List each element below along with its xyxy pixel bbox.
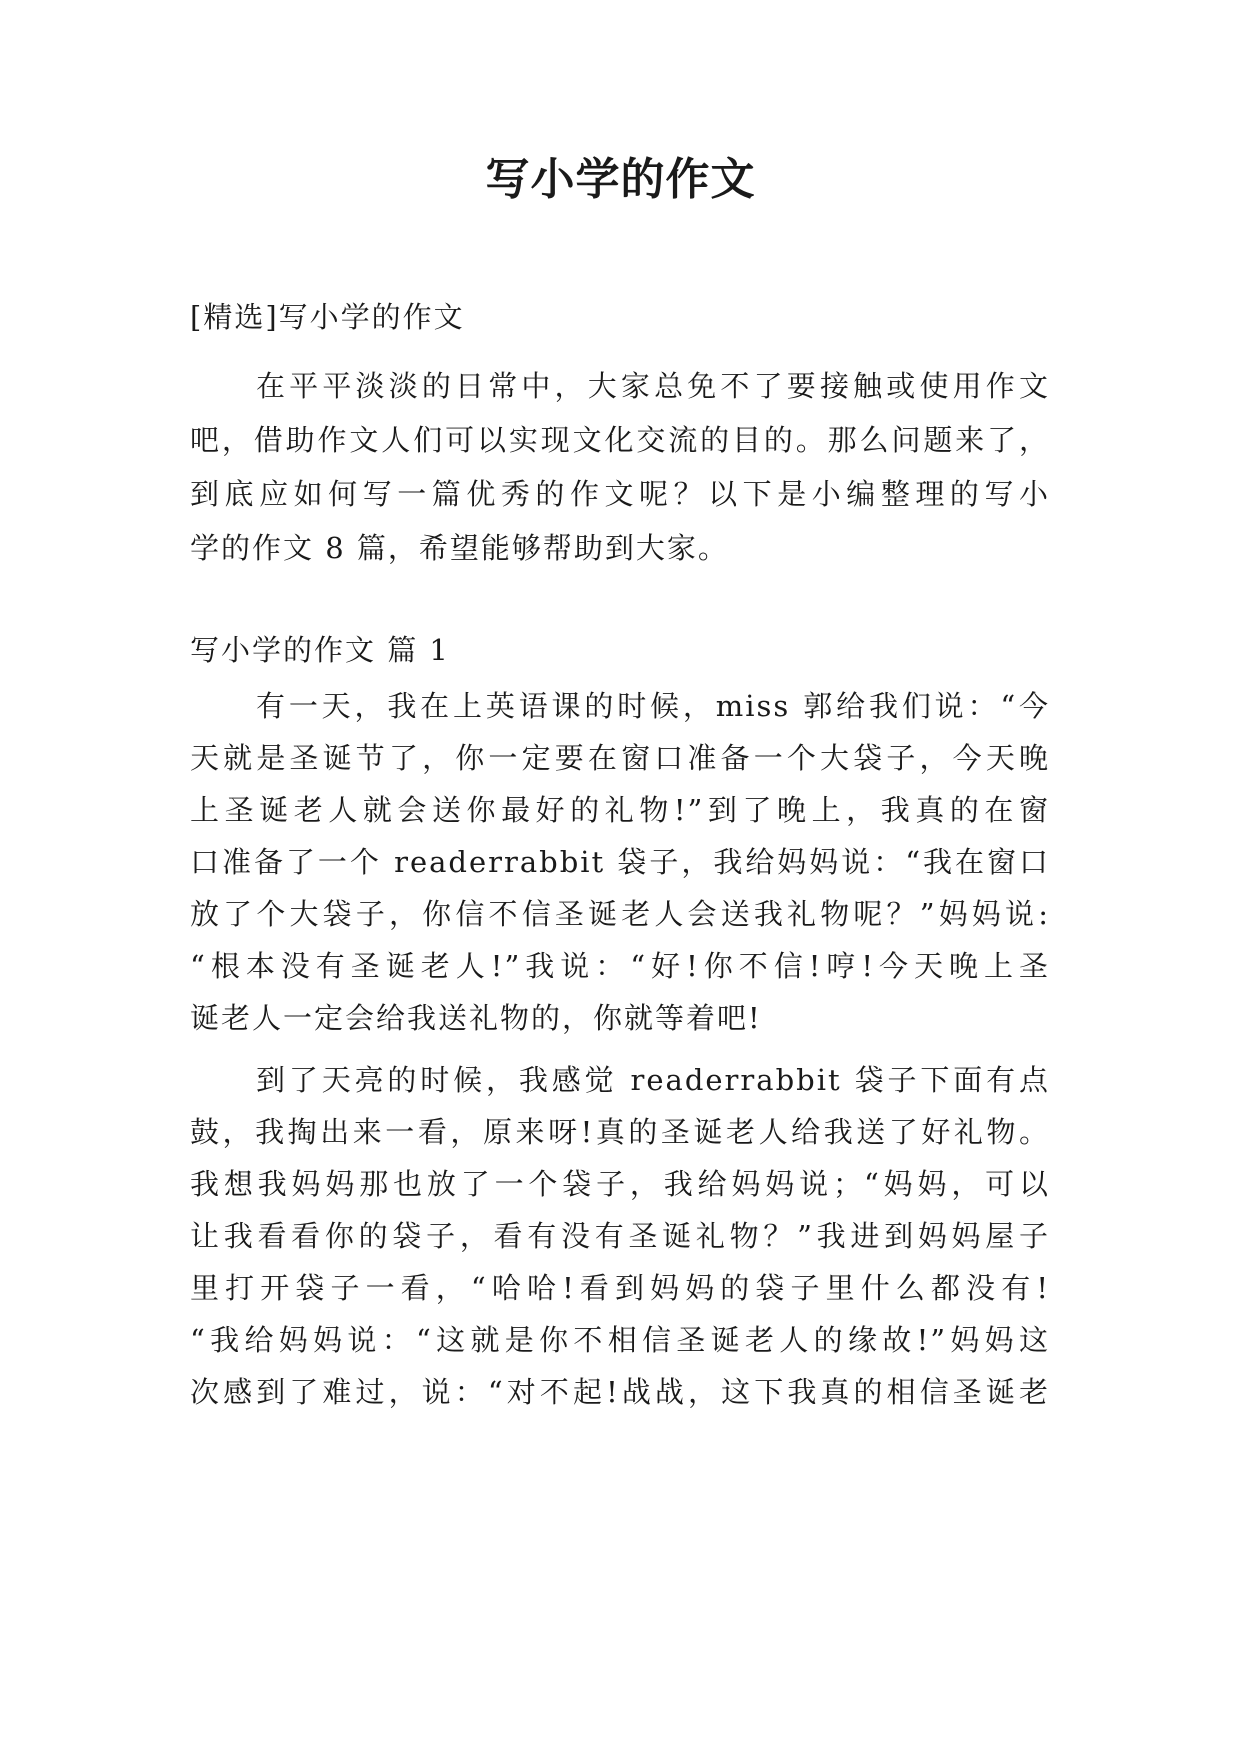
body-line: “根本没有圣诞老人!”我说：“好!你不信!哼!今天晚上圣 xyxy=(190,949,1050,983)
intro-line: 到底应如何写一篇优秀的作文呢？以下是小编整理的写小 xyxy=(190,477,1050,511)
body-line: 上圣诞老人就会送你最好的礼物!”到了晚上，我真的在窗 xyxy=(190,793,1050,827)
body-line: 天就是圣诞节了，你一定要在窗口准备一个大袋子，今天晚 xyxy=(190,741,1050,775)
body-line: 有一天，我在上英语课的时候，miss 郭给我们说：“今 xyxy=(256,689,1050,723)
body-line: 口准备了一个 readerrabbit 袋子，我给妈妈说：“我在窗口 xyxy=(190,845,1050,879)
intro-line: 在平平淡淡的日常中，大家总免不了要接触或使用作文 xyxy=(256,369,1050,403)
body-line: “我给妈妈说：“这就是你不相信圣诞老人的缘故!”妈妈这 xyxy=(190,1323,1050,1357)
intro-line: 吧，借助作文人们可以实现文化交流的目的。那么问题来了， xyxy=(190,423,1050,457)
document-title: 写小学的作文 xyxy=(485,154,756,205)
body-line: 鼓，我掏出来一看，原来呀!真的圣诞老人给我送了好礼物。 xyxy=(190,1115,1050,1149)
body-line: 到了天亮的时候，我感觉 readerrabbit 袋子下面有点 xyxy=(256,1063,1050,1097)
body-line: 让我看看你的袋子，看有没有圣诞礼物？”我进到妈妈屋子 xyxy=(190,1219,1050,1253)
body-line: 我想我妈妈那也放了一个袋子，我给妈妈说；“妈妈，可以 xyxy=(190,1167,1050,1201)
body-line: 放了个大袋子，你信不信圣诞老人会送我礼物呢？”妈妈说: xyxy=(190,897,1050,931)
document-subtitle: [精选]写小学的作文 xyxy=(190,300,465,334)
section-heading: 写小学的作文 篇 1 xyxy=(190,633,450,667)
body-line: 里打开袋子一看，“哈哈!看到妈妈的袋子里什么都没有! xyxy=(190,1271,1050,1305)
body-line: 次感到了难过，说：“对不起!战战，这下我真的相信圣诞老 xyxy=(190,1375,1050,1409)
body-line: 诞老人一定会给我送礼物的，你就等着吧! xyxy=(190,1001,762,1035)
intro-line: 学的作文 8 篇，希望能够帮助到大家。 xyxy=(190,531,729,565)
